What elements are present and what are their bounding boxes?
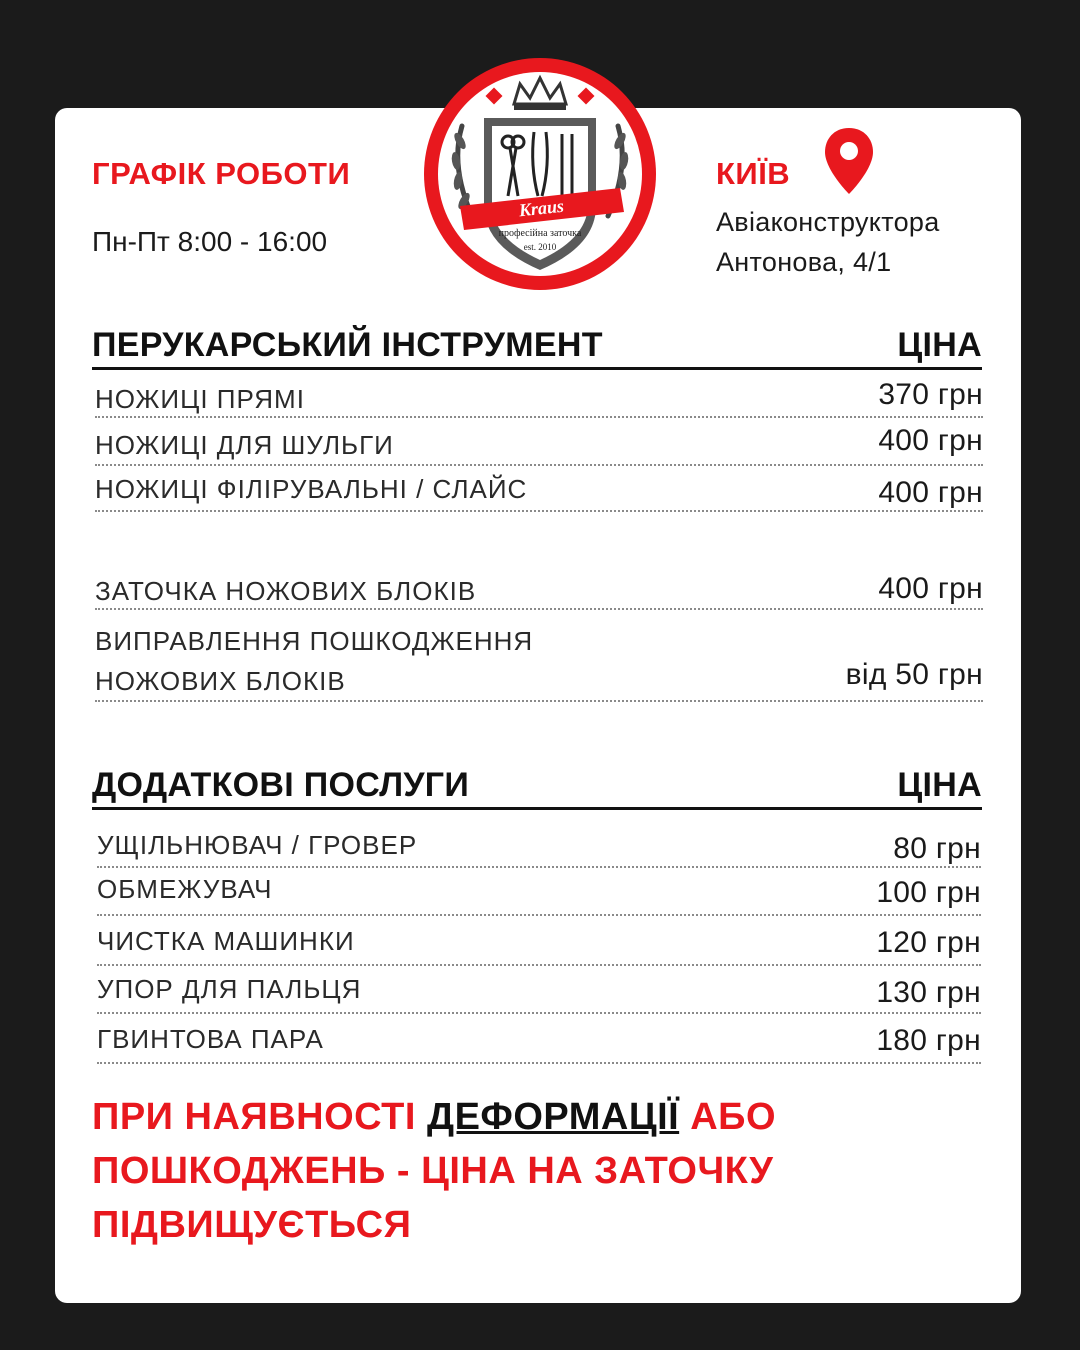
- item-name: УЩІЛЬНЮВАЧ / ГРОВЕР: [97, 830, 418, 860]
- svg-text:Kraus: Kraus: [517, 195, 565, 221]
- list-item: [97, 1018, 981, 1064]
- schedule-title: ГРАФІК РОБОТИ: [92, 156, 351, 191]
- list-item: [95, 620, 983, 702]
- location-pin-icon: [822, 126, 876, 196]
- price-header: ЦІНА: [897, 766, 982, 804]
- item-price: 80 грн: [893, 832, 981, 865]
- section-header-extra: [92, 766, 982, 810]
- section-header-tools: [92, 326, 982, 370]
- item-name: ОБМЕЖУВАЧ: [97, 874, 273, 904]
- svg-text:професійна заточка: професійна заточка: [498, 228, 582, 239]
- list-item: [97, 826, 981, 868]
- list-item: [97, 870, 981, 916]
- item-price: 130 грн: [876, 976, 981, 1009]
- warning-highlight: ДЕФОРМАЦІЇ: [427, 1096, 680, 1138]
- item-name: НОЖИЦІ ДЛЯ ШУЛЬГИ: [95, 430, 394, 460]
- item-price: 180 грн: [876, 1024, 981, 1057]
- list-item: [97, 920, 981, 966]
- section-title: ПЕРУКАРСЬКИЙ ІНСТРУМЕНТ: [92, 326, 603, 364]
- list-item: [95, 420, 983, 466]
- item-name: ГВИНТОВА ПАРА: [97, 1024, 324, 1054]
- item-name: УПОР ДЛЯ ПАЛЬЦЯ: [97, 974, 362, 1004]
- warning-note: [92, 1090, 972, 1252]
- svg-text:est. 2010: est. 2010: [523, 242, 557, 252]
- address-line-1: Авіаконструктора: [716, 207, 940, 237]
- item-name-line1: ВИПРАВЛЕННЯ ПОШКОДЖЕННЯ: [95, 626, 534, 656]
- warning-text-1: ПРИ НАЯВНОСТІ: [92, 1096, 427, 1138]
- warning-text-2: АБО ПОШКОДЖЕНЬ - ЦІНА НА ЗАТОЧКУ ПІДВИЩУЄТЬСЯ: [92, 1096, 777, 1246]
- item-price: 400 грн: [878, 572, 983, 605]
- list-item: [95, 468, 983, 512]
- item-price: 100 грн: [876, 876, 981, 909]
- item-name: НОЖИЦІ ФІЛІРУВАЛЬНІ / СЛАЙС: [95, 474, 528, 504]
- kraus-logo-icon: [422, 56, 658, 292]
- item-name: ЧИСТКА МАШИНКИ: [97, 926, 355, 956]
- section-title: ДОДАТКОВІ ПОСЛУГИ: [92, 766, 470, 804]
- item-name-line2: НОЖОВИХ БЛОКІВ: [95, 666, 346, 696]
- item-price: 400 грн: [878, 476, 983, 509]
- address-line-2: Антонова, 4/1: [716, 247, 892, 277]
- item-name: ЗАТОЧКА НОЖОВИХ БЛОКІВ: [95, 576, 477, 606]
- list-item: [95, 566, 983, 610]
- item-price: 370 грн: [878, 378, 983, 411]
- item-name: НОЖИЦІ ПРЯМІ: [95, 384, 305, 414]
- item-price: 120 грн: [876, 926, 981, 959]
- item-price: від 50 грн: [845, 658, 983, 691]
- schedule-hours: Пн-Пт 8:00 - 16:00: [92, 226, 328, 257]
- item-price: 400 грн: [878, 424, 983, 457]
- city-name: КИЇВ: [716, 156, 791, 191]
- price-header: ЦІНА: [897, 326, 982, 364]
- list-item: [97, 970, 981, 1014]
- list-item: [95, 376, 983, 418]
